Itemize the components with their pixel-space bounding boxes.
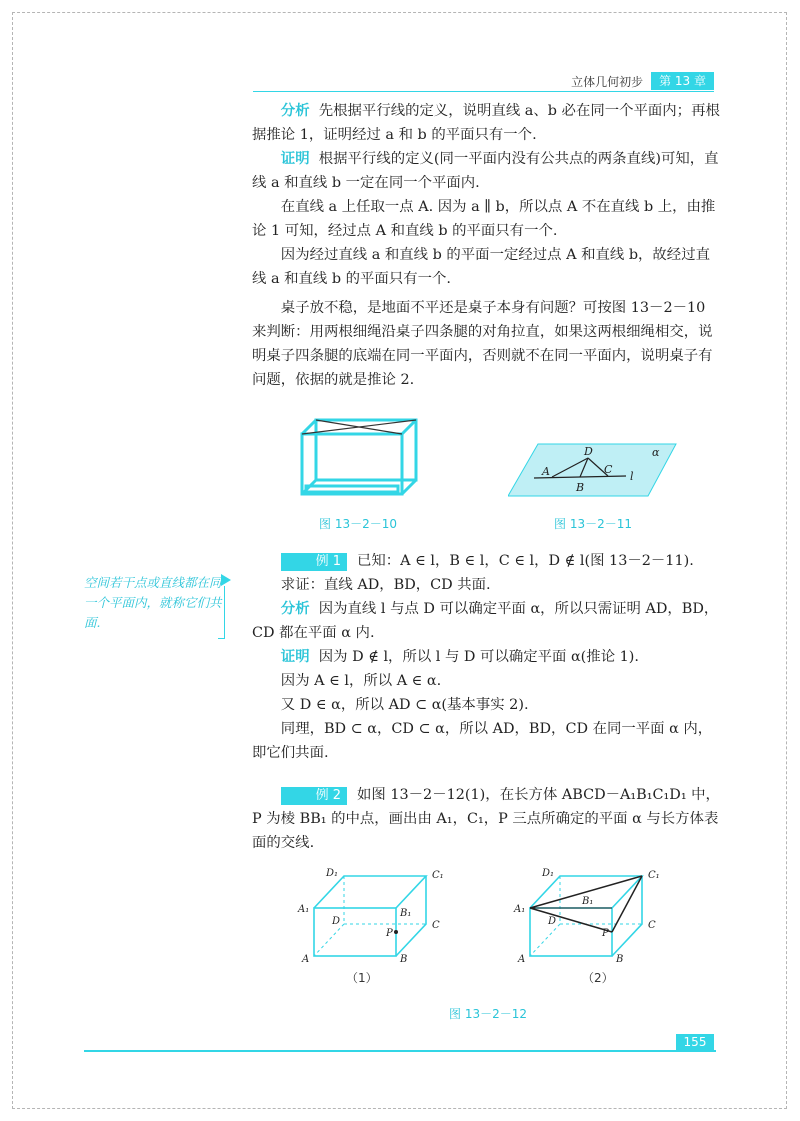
example1-analysis [252, 597, 720, 645]
example1-proof [252, 645, 720, 669]
figure-13-2-11-plane [508, 440, 678, 500]
label2-C: C [648, 920, 656, 931]
margin-note-bracket [218, 586, 225, 639]
example1-analysis-keyword: 分析 [280, 601, 310, 617]
example1-proof-line1: 因为 D ∉ l，所以 l 与 D 可以确定平面 α(推论 1). [318, 649, 639, 665]
label-B: B [576, 481, 585, 494]
label2-A1: A₁ [514, 904, 526, 915]
label-D1: D₁ [326, 868, 339, 879]
table-paragraph: 桌子放不稳，是地面不平还是桌子本身有问题？可按图 13－2－10 来判断：用两根细绳沿桌子四条腿的对角拉直，如果这两根细绳相交，说明桌子四条腿的底端在同一平面内，否则就不在同一平面内，说明桌子有问题，依据的就是推论 2. [252, 300, 713, 388]
label-B: B [400, 954, 408, 964]
label-A: A [542, 465, 550, 478]
example2-block [252, 783, 720, 855]
margin-note-arrow [221, 574, 231, 586]
proof-text: 根据平行线的定义(同一平面内没有公共点的两条直线)可知，直线 a 和直线 b 一定在同一个平面内. [252, 151, 719, 191]
page-number: 155 [676, 1034, 714, 1051]
analysis-keyword: 分析 [280, 103, 310, 119]
figure-13-2-12-1-cuboid [296, 864, 456, 964]
label2-B1: B₁ [582, 896, 594, 907]
header-rule [253, 91, 714, 92]
proof-keyword: 证明 [280, 151, 310, 167]
label2-B: B [616, 954, 624, 964]
label-D: D [332, 916, 341, 927]
label-B1: B₁ [400, 908, 412, 919]
label-C: C [432, 920, 440, 931]
example1-given-text: 已知：A ∈ l，B ∈ l，C ∈ l，D ∉ l(图 13－2－11). [357, 553, 694, 569]
running-header [571, 72, 714, 90]
example1-given [252, 549, 720, 573]
label-P: P [386, 928, 393, 939]
proof1-block [252, 99, 720, 291]
label-C1: C₁ [432, 870, 444, 881]
label-A: A [302, 954, 310, 964]
label2-D1: D₁ [542, 868, 555, 879]
label-D: D [584, 445, 593, 458]
figure-13-2-12-2-cuboid [512, 864, 672, 964]
label-C: C [604, 463, 613, 476]
example1-block [252, 549, 720, 765]
label2-C1: C₁ [648, 870, 660, 881]
point-P [394, 930, 398, 934]
fig12-caption: 图 13－2－12 [449, 1007, 527, 1021]
header-chapter: 第 13 章 [651, 72, 714, 90]
label-alpha: α [652, 446, 660, 459]
example2-tag: 例 2 [281, 787, 347, 805]
example1-proof-line3: 又 D ∈ α，所以 AD ⊂ α(基本事实 2). [280, 697, 529, 713]
label-l: l [630, 470, 634, 483]
fig10-caption: 图 13－2－10 [319, 517, 397, 531]
example1-proof-keyword: 证明 [280, 649, 310, 665]
example1-proof-line2: 因为 A ∈ l，所以 A ∈ α. [280, 673, 442, 689]
example1-analysis-text: 因为直线 l 与点 D 可以确定平面 α，所以只需证明 AD，BD，CD 都在平面 α 内. [252, 601, 719, 641]
fig11-caption: 图 13－2－11 [554, 517, 632, 531]
footer-rule [84, 1050, 716, 1052]
example1-prove: 求证：直线 AD，BD，CD 共面. [280, 577, 491, 593]
example1-tag: 例 1 [281, 553, 347, 571]
example1-proof-line4: 同理，BD ⊂ α，CD ⊂ α，所以 AD，BD，CD 在同一平面 α 内，即它们共面. [252, 721, 713, 761]
figure-13-2-10-table [294, 412, 424, 504]
table-paragraph-block [252, 296, 720, 392]
label2-D: D [548, 916, 557, 927]
table-drawing [302, 420, 416, 494]
analysis-text: 先根据平行线的定义，说明直线 a、b 必在同一个平面内；再根据推论 1，证明经过 a 和 b 的平面只有一个. [252, 103, 720, 143]
margin-note: 空间若干点或直线都在同一个平面内，就称它们共面. [84, 575, 222, 630]
label2-P: P [602, 928, 609, 939]
proof1-para2: 在直线 a 上任取一点 A. 因为 a ∥ b，所以点 A 不在直线 b 上，由推论 1 可知，经过点 A 和直线 b 的平面只有一个. [252, 199, 716, 239]
example2-text [252, 783, 720, 855]
string-2 [316, 420, 402, 434]
fig12-sub1: （1） [346, 971, 378, 985]
proof1-analysis [252, 99, 720, 147]
header-title: 立体几何初步 [571, 74, 644, 89]
label2-A: A [518, 954, 526, 964]
proof1-para3: 因为经过直线 a 和直线 b 的平面一定经过点 A 和直线 b，故经过直线 a 和直线 b 的平面只有一个. [252, 247, 710, 287]
fig12-sub2: （2） [582, 971, 614, 985]
example2-body: 如图 13－2－12(1)，在长方体 ABCD－A₁B₁C₁D₁ 中，P 为棱 BB₁ 的中点，画出由 A₁，C₁，P 三点所确定的平面 α 与长方体表面的交线. [252, 787, 720, 851]
label-A1: A₁ [298, 904, 310, 915]
proof1-proof [252, 147, 720, 195]
